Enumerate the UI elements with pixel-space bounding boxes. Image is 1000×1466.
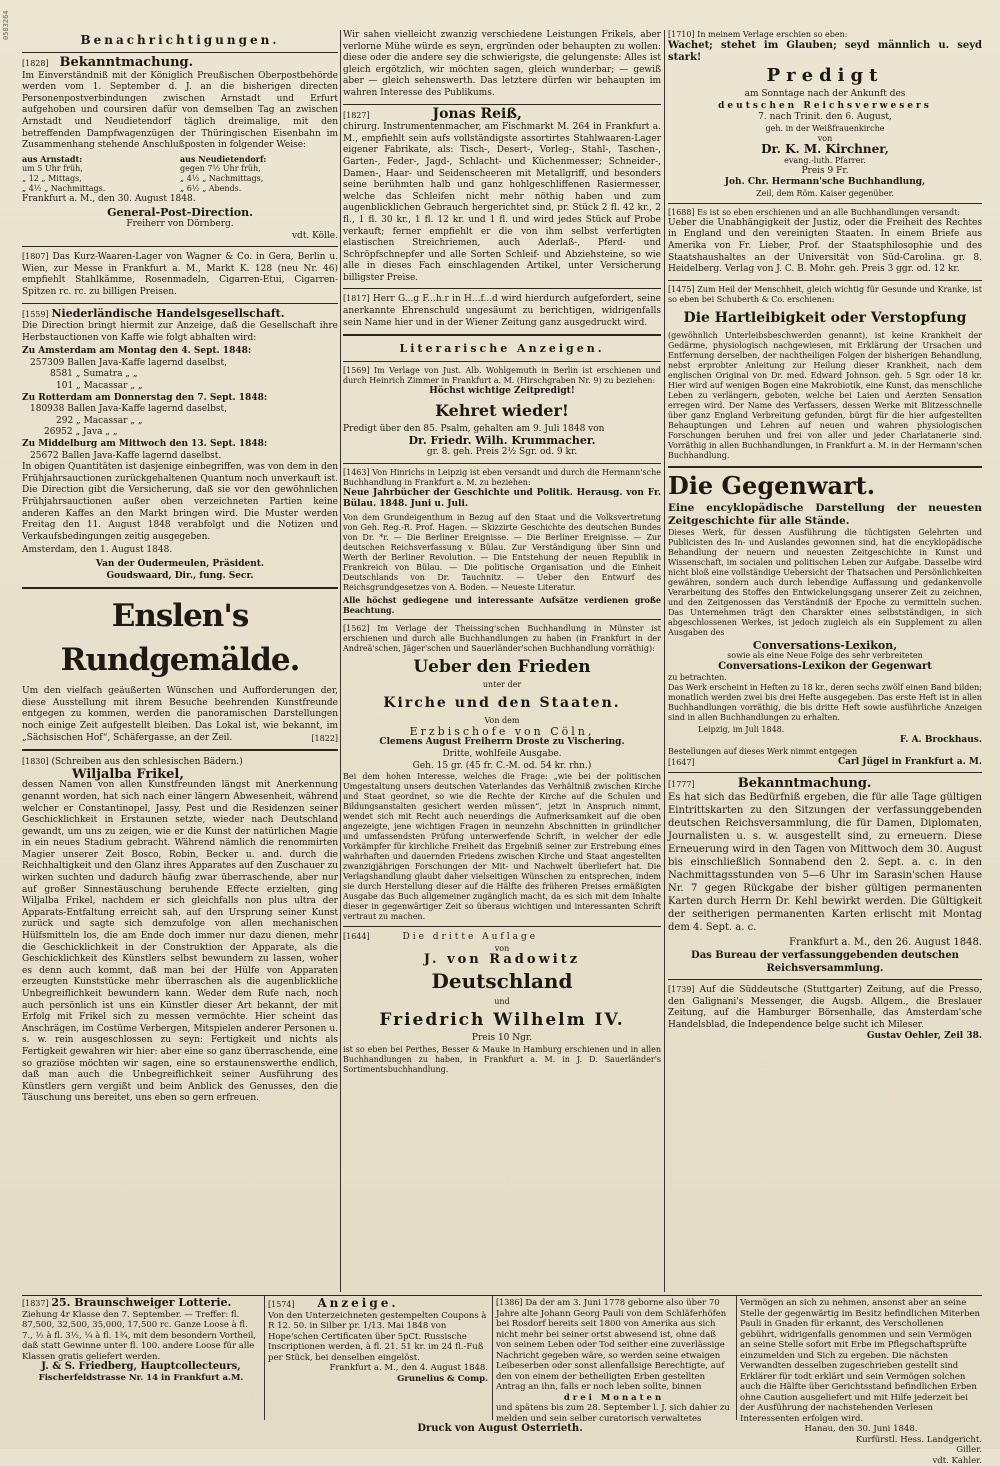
ad-niederlaendische: [1559] Niederländische Handelsgesellschaft. Die Direction bringt hiermit zur Anzeige, daß die Gesellschaft ihre Herbstauctionen von Kaffe wie folgt abhalten wird: Zu Amsterdam am Montag den 4. Sept. 1848: 257309 Ballen Java-Kaffe lagernd daselbst, 8581 „ Sumatra „ „ 101 „ Macassar „ „ Zu Rotterdam am Donnerstag den 7. Sept. 1848: 180938 Ballen Java-Kaffe lagernd daselbst, 292 „ Macassar „ „ 26952 „ Java „ „ Zu Middelburg am Mittwoch den 13. Sept. 1848: 25672 Ballen Java-Kaffe lagernd daselbst. In obigen Quantitäten ist dasjenige einbegriffen, was von dem in den Frühjahrsauctionen zurückgehaltenen Quantum noch unverkauft ist. Die Direction gibt die Versicherung, daß sie vor den gewöhnlichen Frühjahrsauctionen außer oben verzeichneten Partien keine anderen Kaffes an den Markt bringen wird. Die Muster werden Freitag den 11. August 1848 verabfolgt und die Notizen und Verkaufsbedingungen zeitig ausgegeben. Amsterdam, den 1. August 1848. Van der Oudermeulen, Präsident. Goudswaard, Dir., fung. Secr.	[22, 306, 338, 581]
column-2	[343, 30, 661, 1292]
ad-enslen: Enslen's Rundgemälde. Um den vielfach geäußerten Wünschen und Aufforderungen der, diese Ausstellung mit ihrem Besuche beehrenden Kunstfreunde entgegen zu kommen, werden die panoramischen Darstellungen noch einige Zeit aufgestellt bleiben. Das Lokal ist, wie bekannt, im „Sächsischen Hof“, Schäfergasse, an der Zeil. [1822]	[22, 594, 338, 744]
ad-jahrbuecher: [1463] Von Hinrichs in Leipzig ist eben versandt und durch die Hermann'sche Buchhandlung in Frankfurt a. M. zu beziehen: Neue Jahrbücher der Geschichte und Politik. Herausg. von Fr. Bülau. 1848. Juni u. Juli. Von dem Grundeigenthum in Bezug auf den Staat und die Volksvertretung von Geh. Reg.-R. Prof. Hagen. — Skizzirte Geschichte des deutschen Bundes von Dr. *r. — Die Berliner Ereignisse. — Die Berliner Ereignisse. — Zur deutschen Reichsverfassung v. Bülau. Zur Verständigung über Sinn und Werth der Berliner Revolution. — Die Entstehung der neuen Republik in Frankreich von Bülau. — Die politische Organisation und die Einheit Deutschlands von Dr. Tauchnitz. — Ueber den Entwurf des Reichsgrundgesetzes von A. Boden. — Neueste Literatur. Alle höchst gediegene und interessante Aufsätze verdienen große Beachtung.	[343, 467, 661, 615]
ad-frikel: [1830] (Schreiben aus den schlesischen Bädern.) Wiljalba Frikel, dessen Namen von allen Kunstfreunden längst mit Anerkennung genannt worden, hat sich nach einer längern Abwesenheit, während welcher er Constantinopel, Jassy, Pest und die Residenzen seiner Geschicklichkeit in Erstaunen setzte, wieder nach Deutschland gewandt, um uns zu zeigen, wie er die Kunst der natürlichen Magie in ein neues Stadium gebracht. Während nämlich die renommirten Magier unserer Zeit Bosco, Robin, Becker u. and. durch die Reichhaltigkeit und den Glanz ihres Apparates auf den Zuschauer zu wirken suchten und dadurch häufig zwar überraschende, aber nur auf großer Sinnestäuschung beruhende Effecte erzielten, ging Wiljalba Frikel, nachdem er sich gleichfalls non plus ultra der Apparats-Entfaltung erreicht sah, auf den Ursprung seiner Kunst zurück und sagte sich demzufolge von allen mechanischen Hülfsmitteln los, die am Ende doch immer nur dazu dienen, mehr die Geschicklichkeit in der Construktion der Apparate, als die Geschicklichkeit des Künstlers selbst bewundern zu lassen, woher es denn auch kommt, daß man bei der Hülfe von Apparaten erzeugten Kunststücke mehr überraschen als die augenblickliche Unbegreiflichkeit bewundern kann. Weder dem Rufe nach, noch auch persönlich ist uns ein Künstler dieser Art bekannt, der mit Erfolg mit Frikel sich zu messen vermöchte. Hier scheint das Anschrägen, im Costüme Verbergen, Mitspielen anderer Personen u. s. w. rein ausgeschlossen zu seyn: Fertigkeit und nichts als Fertigkeit gewahren wir hier: aber eine so ganz überraschende, eine so graziöse möchten wir sagen, eine so erstaunenswerthe endlich, daß man auch die Unbegreiflichkeit seiner Ausführung des Künstlers gern vergißt und beim Anblick des Genusses, den die Täuschung uns bereitet, uns eben so gern erfreuen.	[22, 757, 338, 1104]
ad-body: Im Einverständniß mit der Königlich Preußischen Oberpostbehörde werden vom 1. September d. J. an die bisherigen directen Personenpostverbindungen zwischen Arnstadt und Erfurt aufgehoben und coursiren dafür von demselben Tag an zwischen Arnstadt und Neudietendorf täglich dreimalige, mit den betreffenden Dampfwagenzügen der Thüringischen Eisenbahn im Zusammenhang stehende Anschlußposten in folgender Weise:	[22, 70, 338, 151]
schedule: aus Arnstadt: aus Neudietendorf: um 5 Uhr früh, gegen 7½ Uhr früh, „ 12 „ Mittags, „ 4½ „ Nachmittags, „ 4½ „ Nachmittags. „ 6½ „ Abends.	[22, 153, 267, 193]
imprint: Druck von August Osterrieth.	[417, 1423, 583, 1434]
ad-pauli-cont: Vermögen an sich zu nehmen, ansonst aber an seine Stelle der gegenwärtig im Besitz befindlichen Miterben Pauli in Gnaden für erkannt, des Verschollenen gebührt, widrigenfalls genommen und sein Vermögen an seine Stelle sofort mit Erbe im Pflegschaftsprüfte einzumelden und Sich zu ergeben. Die nächsten Verwandten desselben zugeschrieben gestellt sind Erklärer für todt erklärt und sein Vermögen solchen auch die Hälfte über Gerichtsstand befindlichen Erben ohne Caution ausgeliefert und mit Hilfe jederzeit bei der Ausführung der nachstehenden Verlesen Interessenten erfolgen wird. Hanau, den 30. Juni 1848. Kurfürstl. Hess. Landgericht. Giller. vdt. Kahler.	[740, 1298, 982, 1466]
column-rule	[664, 30, 665, 1292]
ad-wagner: [1807] Das Kurz-Waaren-Lager von Wagner & Co. in Gera, Berlin u. Wien, zur Messe in Frankfurt a. M., Markt K. 128 (neu Nr. 46) empfiehlt Stahlkämme, Rosenmadeln, Cigarren-Etui, Cigarren-Spitzen rc. rc. zu billigen Preisen.	[22, 252, 338, 297]
notice-post: [1828] Bekanntmachung. Im Einverständniß mit der Königlich Preußischen Oberpostbehörde werden vom 1. September d. J. an die bisherigen directen Personenpostverbindungen zwischen Arnstadt und Erfurt aufgehoben und coursiren dafür von demselben Tag an zwischen Arnstadt und Neudietendorf täglich dreimalige, mit den betreffenden Dampfwagenzügen der Thüringischen Eisenbahn im Zusammenhang stehende Anschlußposten in folgender Weise: aus Arnstadt: aus Neudietendorf: um 5 Uhr früh, gegen 7½ Uhr früh, „ 12 „ Mittags, „ 4½ „ Nachmittags, „ 4½ „ Nachmittags. „ 6½ „ Abends. Frankfurt a. M., den 30. August 1848. General-Post-Direction. Freiherr von Dörnberg. vdt. Kölle.	[22, 55, 338, 241]
section-title: Benachrichtigungen.	[80, 33, 280, 47]
ad-kirchner: [1710] In meinem Verlage erschien so eben: Wachet; stehet im Glauben; seyd männlich u. seyd stark! Predigt am Sonntage nach der Ankunft des deutschen Reichsverwesers 7. nach Trinit. den 6. August, geh. in der Weißfrauenkirche von Dr. K. M. Kirchner, evang.-luth. Pfarrer. Preis 9 Fr. Joh. Chr. Hermann'sche Buchhandlung, Zeil, dem Röm. Kaiser gegenüber.	[668, 30, 982, 198]
section-title: Literarische Anzeigen.	[399, 342, 605, 356]
page-id: 0583264	[2, 10, 10, 40]
ad-radowitz: [1644] Die dritte Auflage von J. von Radowitz Deutschland und Friedrich Wilhelm IV. Preis 10 Ngr. ist so eben bei Perthes, Besser & Mauke in Hamburg erschienen und in allen Buchhandlungen zu haben, in Frankfurt a. M. in J. D. Sauerländer's Sortimentsbuchhandlung.	[343, 932, 661, 1074]
ad-title: Bekanntmachung.	[59, 55, 194, 70]
ad-pauli: [1386] Da der am 3. Juni 1778 geborne also über 70 Jahre alte Johann Georg Pauli von dem Schläferhöfen bei Rosdorf bereits seit 1800 von Amerika aus sich nicht mehr bei seiner ortst abwesend ist, ohne daß von seinem Leben oder Tod seither eine zuverlässige Nachricht gegeben wäre, so werden seine etwaigen Leibeserben oder sonst allenfallsige Berechtigte, auf den von einem der betheiligten Erben gestellten Antrag an ihn, falls er noch leben sollte, binnen drei Monaten und spätens bis zum 28. September l. J. sich dahier zu melden und sein selber curatorisch verwaltetes	[496, 1298, 730, 1424]
ad-eintrittskarten: [1777] Bekanntmachung. Es hat sich das Bedürfniß ergeben, die für alle Tage gültigen Eintrittskarten zu den Sitzungen der verfassunggebenden deutschen Reichsversammlung, die für Damen, Diplomaten, Journalisten u. s. w. ausgestellt sind, zu erneuern. Diese Erneuerung wird in den Tagen von Mittwoch dem 30. August bis einschließlich Sonnabend den 2. Sept. a. c. in den Nachmittagsstunden von 5—6 Uhr im Sarasin'schen Hause Nr. 7 gegen Rückgabe der bisher gültigen permanenten Karten durch Herrn Dr. Kehl bewirkt werden. Die Gültigkeit der seitherigen permanenten Karten erlischt mit Montag dem 4. Sept. a. c. Frankfurt a. M., den 26. August 1848. Das Bureau der verfassunggebenden deutschen Reichsversammlung.	[668, 776, 982, 975]
ad-frieden: [1562] Im Verlage der Theissing'schen Buchhandlung in Münster ist erschienen und durch alle Buchhandlungen zu haben (in Frankfurt in der Andreä'schen, Jäger'schen und Sauerländer'schen Buchhandlung vorräthig): Ueber den Frieden unter der Kirche und den Staaten. Von dem Erzbischofe von Cöln, Clemens August Freiherrn Droste zu Vischering. Dritte, wohlfeile Ausgabe. Geh. 15 gr. (45 fr. C.-M. od. 54 kr. rhn.) Bei dem hohen Interesse, welches die Frage: „wie bei der politischen Umgestaltung unsers deutschen Vaterlandes das Verhältniß zwischen Kirche und Staat geordnet, so wie die Rechte der Kirche auf die Schulen und Bildungsanstalten gesichert werden müssen“, jetzt in Anspruch nimmt, wendet sich mit Recht auch neuerdings die Aufmerksamkeit auf die oben angezeigte, jene wichtigen Fragen in neunzehn Abschnitten in gründlicher und umfassendsten Prüfung unterwerfende Schrift, in welcher der edle Vorkämpfer für kirchliche Freiheit das Ergebniß seiner zur Erstrebung eines wahrhaften und dauernden Friedens zwischen Kirche und Staat angestellten zwanzigjährigen Forschungen der Mit- und Nachwelt überliefert hat. Die Verlagshandlung glaubt daher vielseitigen Wünschen zu entsprechen, indem sie durch Herstellung dieser auf die Hälfte des früheren Preises ermäßigten Ausgabe das Buch allgemeiner zugänglich macht, da es sich mit dem Inhalte dieser in gegenwärtiger Zeit so überaus wichtigen und interessanten Schrift vertraut zu machen.	[343, 623, 661, 922]
ad-title: Enslen's Rundgemälde.	[60, 598, 300, 679]
ad-reiss: [1827] Jonas Reiß, chirurg. Instrumentenmacher, am Fischmarkt M. 264 in Frankfurt a. M., empfiehlt sein aufs vollständigste assortirtes Stahlwaaren-Lager eigener Fabrikate, als: Tisch-, Desert-, Vorleg-, Stahl-, Taschen-, Garten-, Feder-, Jagd-, Schlacht- und Küchenmesser; Schneider-, Damen-, Haar- und Seidenscheeren mit Metallgriff, und besonders seine berühmten halb und ganz hohlgeschliffenen Rasiermesser, welche das Schleifen nicht mehr nöthig haben und zum augenblicklichen Gebrauch hergerichtet sind, pr. Stück 2 fl. 42 kr., 2 fl., 1 fl. 30 kr., 1 fl. 12 kr. und 1 fl. und wird jedes Stück auf Probe verkauft; ferner empfiehlt er die von ihm selbst verfertigten elastischen Streichriemen, auch Aderlaß-, Pferd- und Schröpfschnepfer und alle Sorten Schleif- und Abziehsteine, so wie alle in dieses Fach einschlagenden Artikel, unter Versicherung billigster Preise.	[343, 105, 661, 283]
ad-number: [1828]	[22, 59, 49, 68]
ad-coupons: [1574] Anzeige. Von den Unterzeichneten gestempelten Coupons à R 12. 50. in Silber pr. 1/13. Mai 1848 von Hope'schen Certificaten über 5pCt. Russische Inscriptionen werden, à fl. 21. 51 kr. im 24 fl.-Fuß per Stück, bei denselben eingelöst. Frankfurt a. M., den 4. August 1848. Grunelius & Comp.	[268, 1296, 488, 1384]
ad-zeitungen: [1739] Auf die Süddeutsche (Stuttgarter) Zeitung, auf die Presso, den Galignani's Messenger, die Augsb. Allgem., die Breslauer Zeitung, auf die Hamburger Börsenhalle, das Amsterdam'sche Handelsblad, die Independence belge sucht ich Mileser. Gustav Oehler, Zeil 38.	[668, 985, 982, 1042]
column-rule	[340, 30, 341, 1292]
column-1	[22, 30, 338, 1292]
ad-gegenwart: Die Gegenwart. Eine encyklopädische Darstellung der neuesten Zeitgeschichte für alle Stände. Dieses Werk, für dessen Ausführung die tüchtigsten Gelehrten und Publicisten des In- und Auslandes gewonnen sind, hat die encyklopädische Behandlung der neuern und neuesten Zeitgeschichte in Kunst und Wissenschaft, im socialen und politischen Leben zur Aufgabe. Dasselbe wird nicht bloß eine vollständige Uebersicht der Thatsachen und Persönlichkeiten gewähren, sondern auch durch lebendige Auffassung und gedankenvolle Verarbeitung des Stoffes den Entwickelungsgang unserer Zeit zu zeichnen, und den Zeitgenossen das Verständniß der Epoche zu vermitteln suchen. Das Unternehmen trägt den Charakter eines selbstständigen, in sich abgeschlossenen Werkes, ist jedoch zugleich als ein Supplement zu allen Ausgaben des Conversations-Lexikon, sowie als eine Neue Folge des sehr verbreiteten Conversations-Lexikon der Gegenwart zu betrachten. Das Werk erscheint in Heften zu 18 kr., deren sechs zwölf einen Band bilden; monatlich werden zwei bis drei Hefte ausgegeben. Das erste Heft ist in allen Buchhandlungen vorräthig, die bis dritte Heft sowie ausführliche Anzeigen sind in allen Buchhandlungen zu erhalten. Leipzig, im Juli 1848. F. A. Brockhaus. Bestellungen auf dieses Werk nimmt entgegen [1647] Carl Jügel in Frankfurt a. M.	[668, 470, 982, 767]
ad-hartleibigkeit: [1475] Zum Heil der Menschheit, gleich wichtig für Gesunde und Kranke, ist so eben bei Schuberth & Co. erschienen: Die Hartleibigkeit oder Verstopfung (gewöhnlich Unterleibsbeschwerden genannt), ist keine Krankheit der Gedärme, physiologisch nachgewiesen, mit Erklärung der Ursachen und Entfernung derselben, der nachtheiligen Folgen der bisherigen Behandlung, nebst erprobter Anleitung zur Heilung dieser Krankheit, nach dem englischen Original von Dr. med. Edward Johnson. geh. 5 Sgr. oder 18 kr. Hier wird auf wenigen Bogen eine Makrobiotik, eine Kunst, das menschliche Leben zu verlängern, geboten, welche bei Laien und Aerzten Sensation erregen wird. Der Name des Verfassers, dessen Werke mit Blitzesschnelle über ganz England Verbreitung gefunden, bürgt für die hier aufgestellten Behauptungen und Lehren auf neuen und wahren physiologischen Forschungen beruhen und frei von aller und jeder Charlatanerie sind. Vorräthig in allen Buchhandlungen, in Frankfurt a. M. in der Hermann'schen Buchhandlung.	[668, 284, 982, 460]
column-3	[668, 30, 982, 1292]
ad-frikel-cont: Wir sahen vielleicht zwanzig verschiedene Leistungen Frikels, aber verlorne Mühe würde es seyn, ergründen oder behaupten zu wollen: diese oder die andere sey die schwierigste, die gelungenste: Alles ist gleich ergötzlich, wir möchten sagen, gleich wunderbar; — gewiß aber — gleich sehenswerth. Das letztere dürfen wir behaupten im wahren Interesse des Publikums.	[343, 30, 661, 98]
ad-justiz: [1688] Es ist so eben erschienen und an alle Buchhandlungen versandt: Ueber die Unabhängigkeit der Justiz, oder die Freiheit des Rechtes in England und den vereinigten Staaten. In einem Briefe aus Amerika von Fr. Lieber, Prof. der Staatsphilosophie und des Staatshaushaltes an der Universität von Süd-Carolina. gr. 8. Heidelberg. Verlag von J. C. B. Mohr. geh. Preis 3 ggr. od. 12 kr.	[668, 207, 982, 275]
signature: General-Post-Direction.	[107, 206, 253, 220]
ad-krummacher: [1569] Im Verlage von Just. Alb. Wohlgemuth in Berlin ist erschienen und durch Heinrich Zimmer in Frankfurt a. M. (Hirschgraben Nr. 9) zu beziehen: Höchst wichtige Zeitpredigt! Kehret wieder! Predigt über den 85. Psalm, gehalten am 9. Juli 1848 von Dr. Friedr. Wilh. Krummacher. gr. 8. geh. Preis 2½ Sgr. od. 9 kr.	[343, 366, 661, 458]
ad-ehrenschuld: [1817] Herr G...g F...h.r in H...f...d wird hierdurch aufgefordert, seine anerkannte Ehrenschuld ungesäumt zu berichtigen, widrigenfalls sein Name hier und in der Wiener Zeitung ganz ausgedruckt wird.	[343, 294, 661, 328]
ad-lotterie: [1837] 25. Braunschweiger Lotterie. Ziehung 4r Klasse den 7. September. — Treffer: fl. 87,500, 32,500, 35,000, 17,500 rc. Ganze Loose à fl. 7., ½ à fl. 3½, ¼ à fl. 1¾, mit dem besondern Vortheil, daß statt Gewinne unter fl. 100. andere Loose für alle Klassen gratis geliefert werden. J. & S. Friedberg, Hauptcollecteurs, Fischerfeldstrasse Nr. 14 in Frankfurt a.M.	[22, 1296, 257, 1383]
